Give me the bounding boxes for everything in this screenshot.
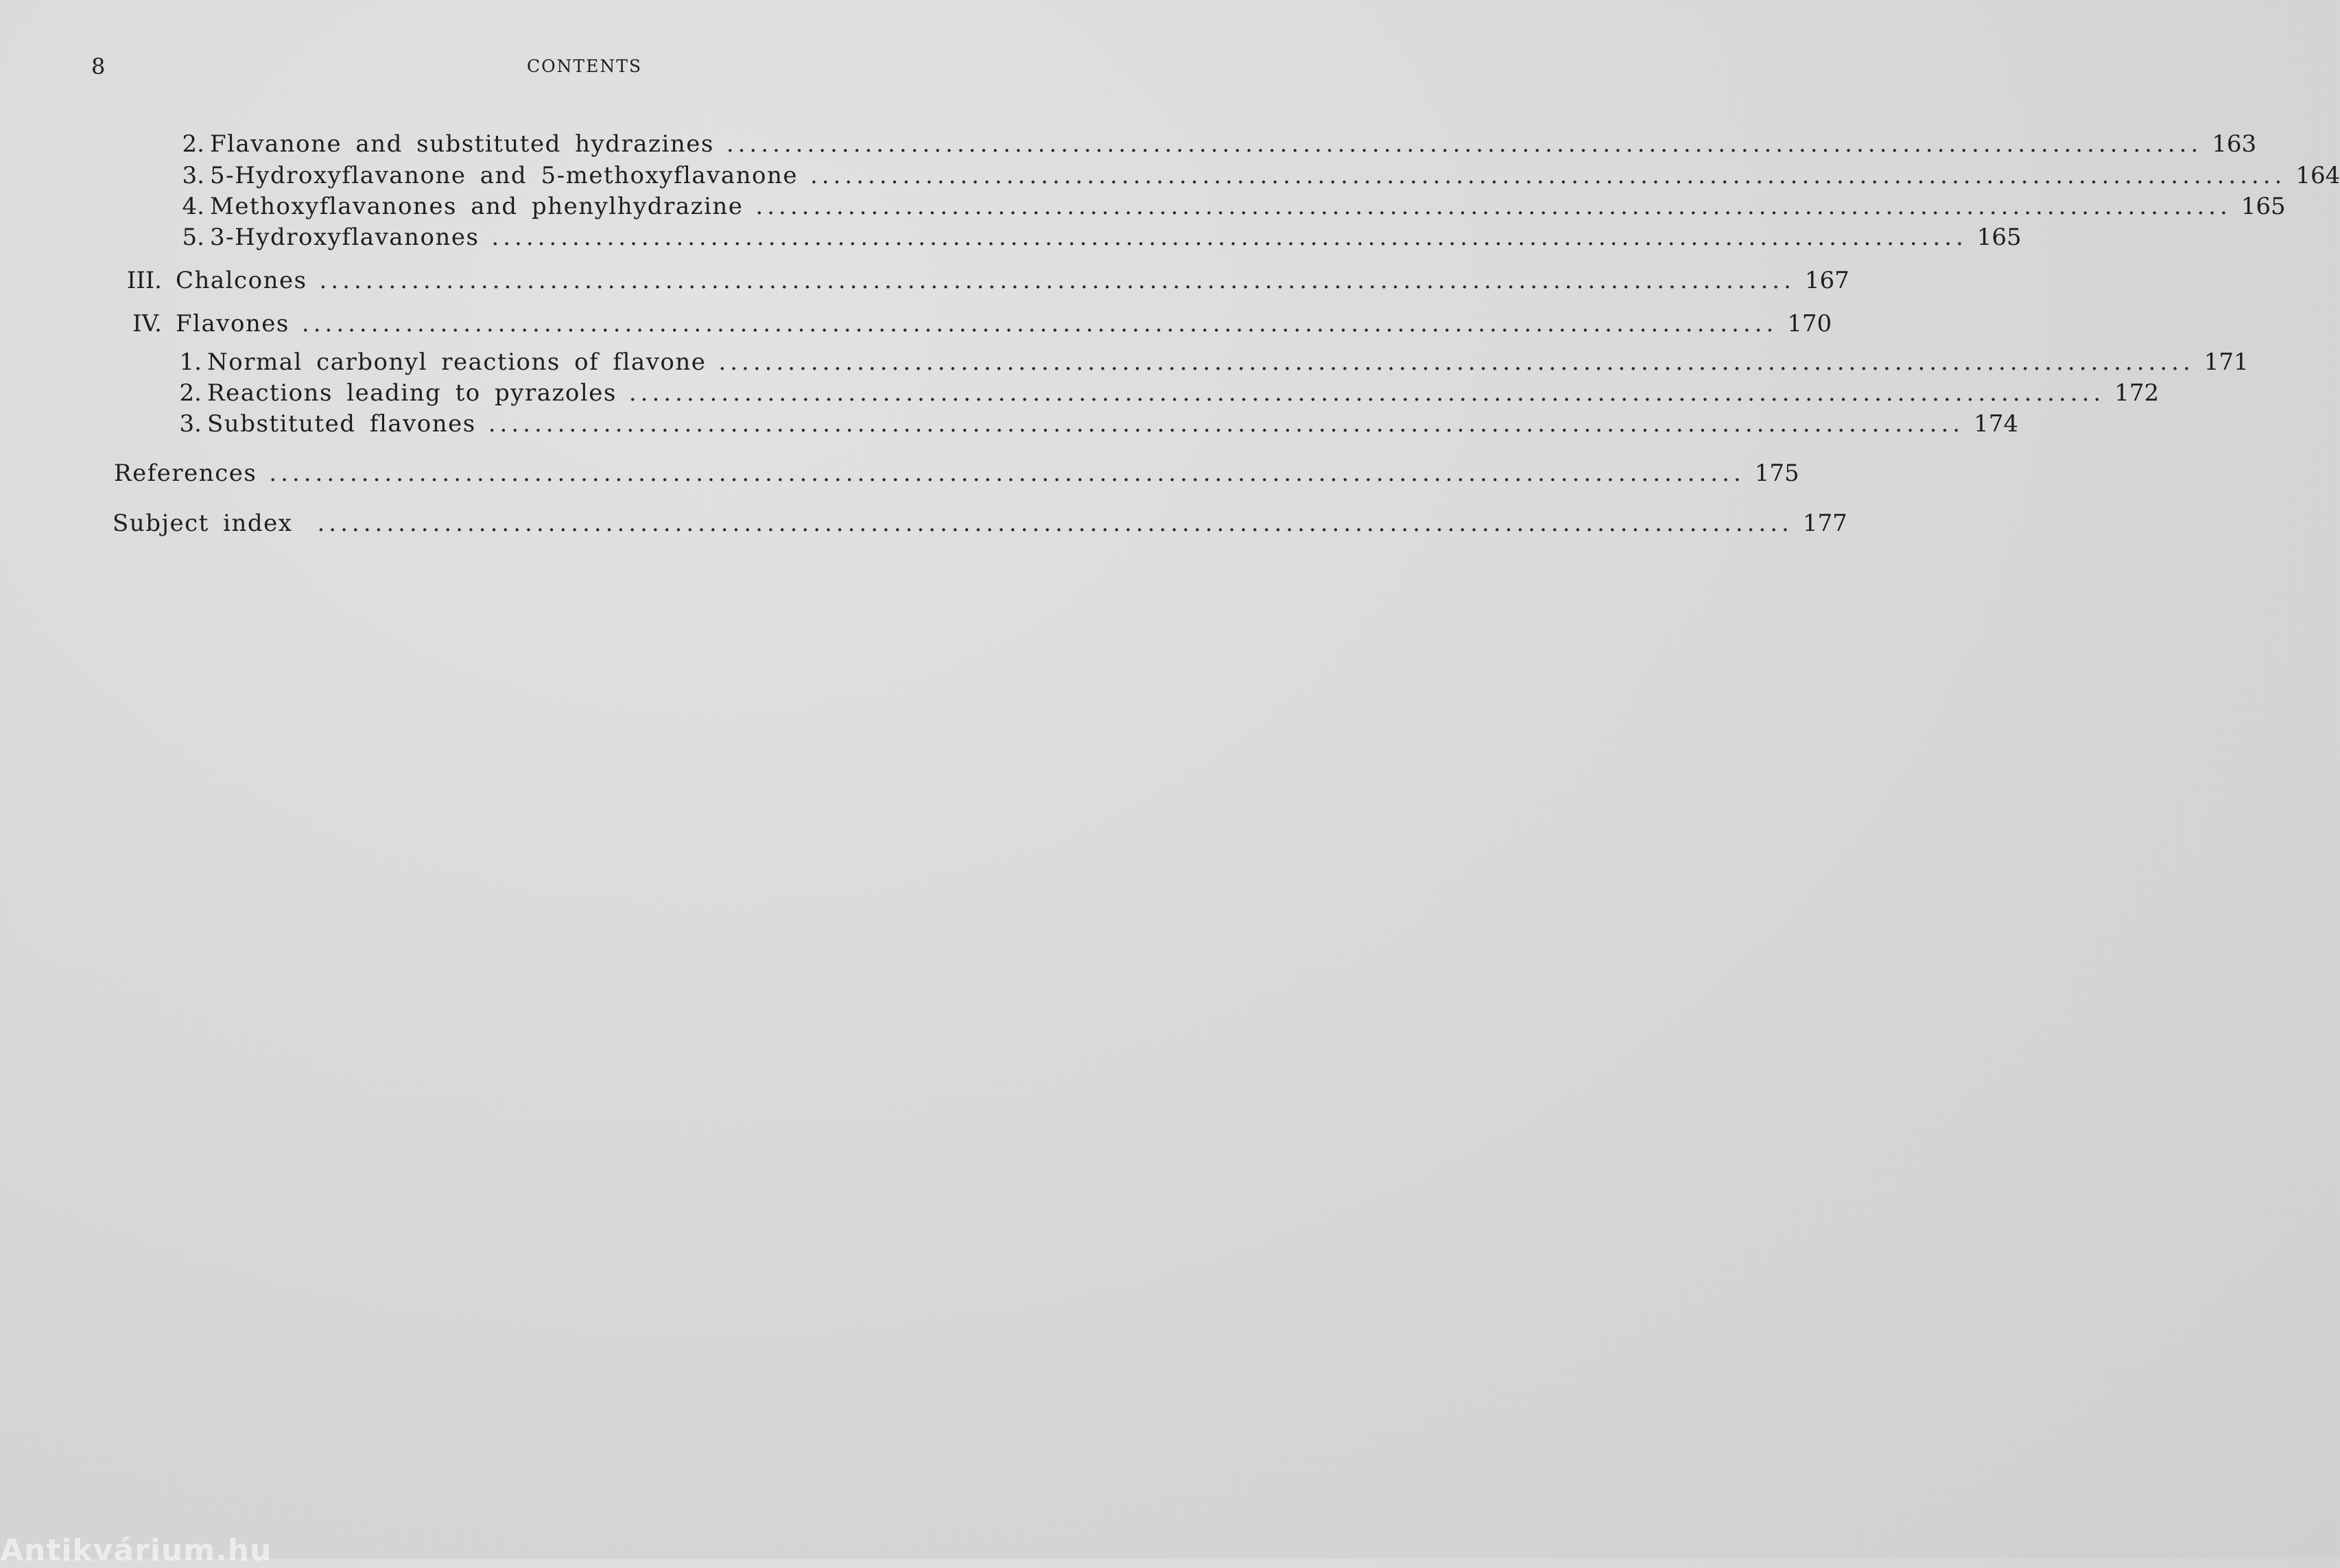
running-head: CONTENTS — [526, 56, 643, 76]
toc-entry-page: 170 — [1787, 310, 1832, 337]
toc-entry-page: 165 — [1976, 224, 2022, 251]
toc-entry-number: 2. — [182, 130, 204, 158]
toc-entry-title: 3-Hydroxyflavanones — [210, 224, 480, 251]
toc-entry — [117, 310, 1832, 337]
toc-entry — [174, 348, 2249, 376]
toc-entry-page: 165 — [2241, 193, 2286, 220]
toc-entry — [177, 193, 2286, 220]
toc-entry-title: Reactions leading to pyrazoles — [207, 379, 617, 407]
toc-entry-page: 175 — [1754, 460, 1799, 487]
dot-leader: ................................................................................................................................ — [269, 460, 1745, 487]
dot-leader: ................................................................................................................................ — [628, 379, 2105, 407]
toc-entry-title: Subject index — [113, 510, 293, 537]
dot-leader: ................................................................................................................................ — [755, 193, 2232, 220]
toc-entry — [177, 162, 2340, 189]
toc-entry-title: 5-Hydroxyflavanone and 5-methoxyflavanone — [210, 162, 798, 189]
toc-entry-number: 1. — [179, 348, 202, 376]
page-number: 8 — [91, 54, 106, 80]
toc-entry-number: 3. — [179, 410, 202, 438]
dot-leader: ................................................................................................................................ — [317, 510, 1793, 537]
dot-leader: ................................................................................................................................ — [488, 410, 1965, 438]
dot-leader: ................................................................................................................................ — [718, 348, 2195, 376]
toc-entry-number: 2. — [179, 379, 202, 407]
toc-entry-number: 5. — [182, 224, 204, 251]
dot-leader: ................................................................................................................................ — [319, 267, 1795, 294]
toc-entry — [174, 410, 2019, 438]
toc-entry-title: Normal carbonyl reactions of flavone — [207, 348, 707, 376]
toc-entry-number: III. — [126, 267, 162, 294]
toc-entry-number: 3. — [182, 162, 204, 189]
dot-leader: ................................................................................................................................ — [809, 162, 2286, 189]
toc-entry-page: 171 — [2203, 348, 2249, 376]
toc-entry-subject-index — [113, 510, 1847, 537]
toc-entry-number: IV. — [132, 310, 162, 337]
toc-entry-page: 174 — [1974, 410, 2019, 438]
watermark: Antikvárium.hu — [0, 1533, 272, 1568]
toc-entry-title: References — [114, 460, 257, 487]
toc-entry-page: 167 — [1804, 267, 1849, 294]
toc-entry-number: 4. — [182, 193, 204, 220]
toc-entry-page: 163 — [2212, 130, 2257, 158]
toc-entry-title: Flavanone and substituted hydrazines — [210, 130, 714, 158]
toc-entry-title: Methoxyflavanones and phenylhydrazine — [210, 193, 744, 220]
toc-entry-title: Chalcones — [176, 267, 307, 294]
toc-entry — [177, 130, 2257, 158]
dot-leader: ................................................................................................................................ — [726, 130, 2203, 158]
toc-entry — [117, 267, 1849, 294]
dot-leader: ................................................................................................................................ — [491, 224, 1967, 251]
toc-entry — [177, 224, 2022, 251]
toc-entry-page: 164 — [2295, 162, 2340, 189]
toc-entry-title: Flavones — [176, 310, 289, 337]
dot-leader: ................................................................................................................................ — [301, 310, 1778, 337]
toc-entry-page: 177 — [1802, 510, 1847, 537]
toc-entry — [174, 379, 2160, 407]
toc-entry-references — [114, 460, 1799, 487]
toc-entry-title: Substituted flavones — [207, 410, 476, 438]
toc-entry-page: 172 — [2114, 379, 2160, 407]
